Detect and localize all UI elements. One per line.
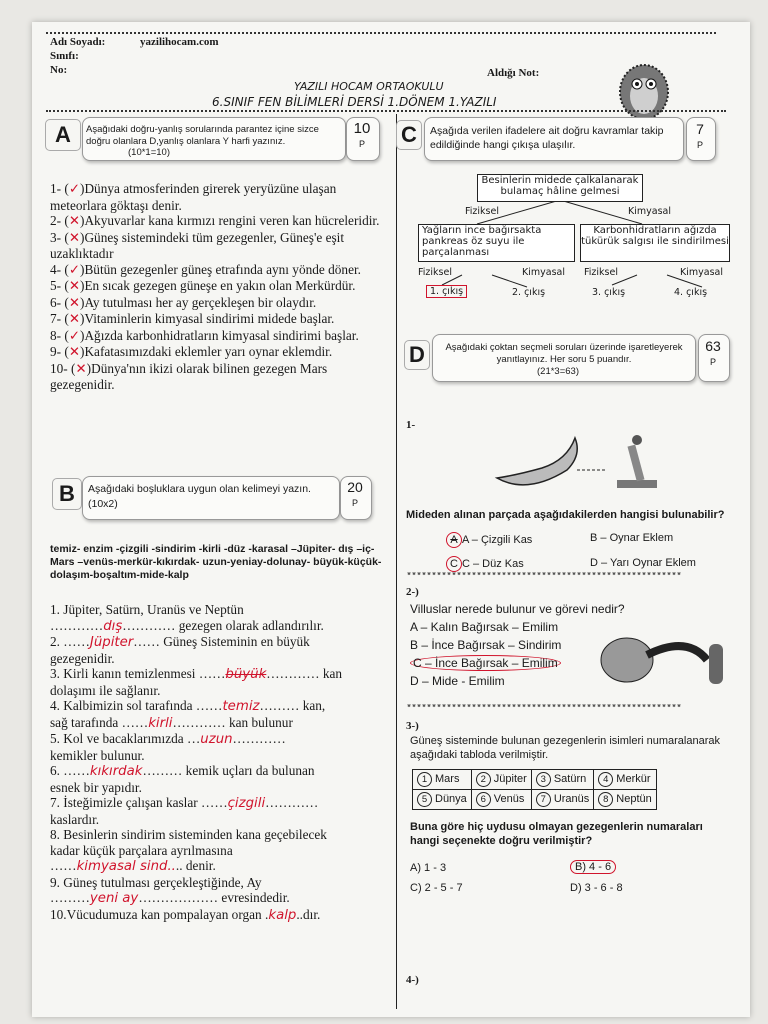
fb-q5-end: kemikler bulunur. — [50, 747, 145, 763]
school-name: YAZILI HOCAM ORTAOKULU — [294, 80, 444, 93]
section-b-instruction: Aşağıdaki boşluklara uygun olan kelimeyi yazın. — [88, 483, 311, 495]
flow-b3: Fiziksel — [584, 267, 618, 278]
tf-item-text: En sıcak gezegen güneşe en yakın olan Merkürdür. — [84, 278, 356, 293]
d-q2-option-d[interactable]: D – Mide - Emilim — [410, 674, 505, 688]
tf-item-text: Vitaminlerin kimyasal sindirimi midede başlar. — [84, 311, 335, 326]
section-d-instruction: Aşağıdaki çoktan seçmeli soruları üzerinde işaretleyerek yanıtlayınız. Her soru 5 puandır. — [445, 342, 683, 365]
tf-item: 1- (✓)Dünya atmosferinden girerek yeryüzüne ulaşan meteorlara göktaşı denir. — [50, 181, 337, 213]
fb-q5: 5. Kol ve bacaklarımızda …uzun………… — [50, 731, 286, 747]
d-q1-text: Mideden alınan parçada aşağıdakilerden hangisi bulunabilir? — [406, 509, 725, 521]
d-q3-option-a[interactable]: A) 1 - 3 — [410, 862, 447, 874]
d-q1-option-b[interactable]: B – Oynar Eklem — [590, 532, 674, 544]
tf-item-text: Akyuvarlar kana kırmızı rengini veren kan hücreleridir. — [84, 213, 380, 228]
section-d-p: P — [709, 357, 716, 367]
tf-item-number: 8- — [50, 327, 62, 343]
tf-item-number: 4- — [50, 261, 62, 277]
tf-item-text: Ağızda karbonhidratların kimyasal sindirimi başlar. — [84, 327, 359, 343]
section-c-points: 7 — [696, 121, 704, 137]
section-b-letter: B — [52, 478, 82, 510]
tf-item: 3- (✕)Güneş sistemindeki tüm gezegenler, Güneş'e eşit uzaklıktadır — [50, 229, 345, 261]
planet-7: 7 Uranüs — [531, 790, 593, 810]
tf-answer-mark[interactable]: ✕ — [68, 230, 80, 246]
tf-item: 8- (✓)Ağızda karbonhidratların kimyasal sindirimi başlar. — [50, 327, 359, 344]
tf-answer-mark[interactable]: ✓ — [68, 182, 80, 197]
tf-answer-mark[interactable]: ✕ — [75, 361, 87, 377]
fb-q2: 2. ……Jüpiter…… Güneş Sisteminin en büyük — [50, 634, 310, 650]
tf-answer-mark[interactable]: ✕ — [68, 312, 80, 327]
section-a-instruction: Aşağıdaki doğru-yanlış sorularında parantez içine sizce doğru olanlara D,yanlış olanlara Y harfi yazınız. — [86, 124, 319, 147]
d-q1-option-c[interactable]: C C – Düz Kas — [446, 556, 524, 572]
tf-item-text: Ay tutulması her ay gerçekleşen bir olaydır. — [84, 294, 317, 310]
d-q3-option-d[interactable]: D) 3 - 6 - 8 — [570, 882, 623, 894]
flow-out2: 2. çıkış — [512, 287, 546, 298]
tf-item: 2- (✕)Akyuvarlar kana kırmızı rengini veren kan hücreleridir. — [50, 213, 380, 229]
exam-sheet — [32, 22, 750, 1017]
flow-b2: Kimyasal — [522, 267, 565, 278]
d-q3-question: Buna göre hiç uydusu olmayan gezegenlerin numaraları hangi seçenekte doğru verilmiştir? — [410, 821, 703, 847]
section-c-instruction: Aşağıda verilen ifadelere ait doğru kavramlar takip edildiğinde hangi çıkışa ulaşılır. — [430, 125, 664, 151]
column-divider — [396, 114, 397, 1009]
grade-label: Aldığı Not: — [487, 67, 540, 79]
tf-answer-mark[interactable]: ✕ — [68, 214, 80, 229]
planet-6: 6 Venüs — [471, 790, 531, 810]
tf-answer-mark[interactable]: ✕ — [68, 295, 80, 311]
section-c-p: P — [696, 140, 703, 150]
tf-answer-mark[interactable]: ✕ — [68, 345, 80, 360]
d-q1-option-d[interactable]: D – Yarı Oynar Eklem — [590, 557, 696, 569]
d-q3-option-b[interactable]: B) 4 - 6 — [570, 860, 616, 874]
name-label: Adı Soyadı: — [50, 36, 106, 48]
flow-top-box: Besinlerin midede çalkalanarak bulamaç hâline gelmesi — [477, 174, 643, 202]
separator-1: ******************************************************* — [406, 572, 682, 583]
tf-item-text: Bütün gezegenler güneş etrafında aynı yönde döner. — [84, 261, 361, 277]
section-a-points: 10 — [353, 120, 371, 137]
d-q4-number: 4-) — [406, 974, 419, 986]
stomach-microscope-image — [487, 430, 667, 500]
fb-q1: 1. Jüpiter, Satürn, Uranüs ve Neptün — [50, 602, 244, 617]
no-label: No: — [50, 64, 68, 76]
fb-q6-end: esnek bir yapıdır. — [50, 779, 142, 795]
fb-q9-end: ………yeni ay……………… evresindedir. — [50, 890, 290, 906]
flow-b4: Kimyasal — [680, 267, 723, 278]
section-d-points: 63 — [705, 338, 721, 354]
flow-mid-right-box: Karbonhidratların ağızda tükürük salgısı ile sindirilmesi — [580, 224, 730, 262]
planet-3: 3 Satürn — [531, 770, 593, 790]
site-text: yazilihocam.com — [140, 36, 219, 48]
flow-right-branch: Kimyasal — [628, 206, 671, 217]
word-bank: temiz- enzim -çizgili -sindirim -kirli -düz -karasal –Jüpiter- dış –iç-Mars –venüs-merkür-kıkırdak- uzun-yeniay-dolunay- büyük-küçük-dolaşım-boşaltım-mide-kalp — [50, 543, 382, 581]
d-q2-option-b[interactable]: B – İnce Bağırsak – Sindirim — [410, 638, 562, 652]
tf-item-number: 3- — [50, 229, 62, 245]
section-d-calc: (21*3=63) — [537, 366, 579, 377]
tf-answer-mark[interactable]: ✓ — [68, 262, 80, 278]
section-d-letter: D — [404, 340, 430, 370]
tf-item-text: Dünya atmosferinden girerek yeryüzüne ulaşan meteorlara göktaşı denir. — [50, 181, 337, 213]
tf-item: 4- (✓)Bütün gezegenler güneş etrafında aynı yönde döner. — [50, 261, 361, 278]
tf-item: 5- (✕)En sıcak gezegen güneşe en yakın olan Merkürdür. — [50, 278, 356, 294]
d-q3-number: 3-) — [406, 720, 419, 732]
fill-blank-questions — [50, 602, 392, 923]
section-a-p: P — [358, 139, 365, 149]
tf-item-number: 6- — [50, 294, 62, 310]
tf-item-number: 5- — [50, 278, 62, 293]
separator-2: ******************************************************* — [406, 704, 682, 715]
d-q1-number: 1- — [406, 419, 416, 431]
tf-item-number: 1- — [50, 181, 62, 196]
section-b-points: 20 — [347, 479, 363, 495]
section-a-calc: (10*1=10) — [128, 147, 170, 158]
fb-q4-mid: sağ tarafında ……kirli………… kan bulunur — [50, 714, 293, 731]
flow-out1: 1. çıkış — [426, 285, 467, 298]
fb-q7: 7. İsteğimizle çalışan kaslar ……çizgili………… — [50, 795, 319, 811]
fb-q9: 9. Güneş tutulması gerçekleştiğinde, Ay — [50, 874, 262, 890]
fb-q4: 4. Kalbimizin sol tarafında ……temiz……… kan, — [50, 698, 326, 714]
d-q2-option-a[interactable]: A – Kalın Bağırsak – Emilim — [410, 620, 559, 634]
d-q2-option-c[interactable]: C – İnce Bağırsak – Emilim — [410, 654, 625, 672]
section-b-calc: (10x2) — [88, 498, 118, 510]
tf-item-number: 10- — [50, 360, 68, 376]
section-b-p: P — [351, 498, 358, 508]
tf-item-number: 9- — [50, 344, 62, 359]
fb-q8: 8. Besinlerin sindirim sisteminden kana geçebilecek — [50, 827, 327, 842]
intestine-villus-image — [597, 630, 732, 690]
flow-out4: 4. çıkış — [674, 287, 708, 298]
tf-item: 6- (✕)Ay tutulması her ay gerçekleşen bir olaydır. — [50, 294, 317, 311]
d-q2-text: Villuslar nerede bulunur ve görevi nedir? — [410, 602, 625, 616]
tf-item: 9- (✕)Kafatasımızdaki eklemler yarı oynar eklemdir. — [50, 344, 333, 360]
tf-item-text: Kafatasımızdaki eklemler yarı oynar eklemdir. — [84, 344, 333, 359]
fb-q2-end: gezegenidir. — [50, 650, 115, 666]
fb-q1-line: …………dış………… gezegen olarak adlandırılır. — [50, 617, 324, 634]
tf-item-number: 2- — [50, 213, 62, 228]
planet-4: 4 Merkür — [594, 770, 656, 790]
fb-q8-mid: kadar küçük parçalara ayrılmasına — [50, 842, 233, 858]
d-q2-block — [410, 600, 625, 690]
tf-answer-mark[interactable]: ✓ — [68, 328, 80, 344]
planet-1: 1 Mars — [413, 770, 472, 790]
fb-q3: 3. Kirli kanın temizlenmesi ……büyük………… kan — [50, 666, 343, 682]
flow-left-branch: Fiziksel — [465, 206, 499, 217]
planet-2: 2 Jüpiter — [471, 770, 531, 790]
true-false-list — [50, 181, 392, 393]
flow-b1: Fiziksel — [418, 267, 452, 278]
tf-item: 7- (✕)Vitaminlerin kimyasal sindirimi midede başlar. — [50, 311, 335, 327]
planet-5: 5 Dünya — [413, 790, 472, 810]
d-q1-option-a[interactable]: A A – Çizgili Kas — [446, 532, 532, 548]
flow-mid-left-box: Yağların ince bağırsakta pankreas öz suyu ile parçalanması — [418, 224, 575, 262]
section-c-letter: C — [396, 120, 422, 150]
fb-q3-end: dolaşımı ile sağlanır. — [50, 682, 161, 698]
d-q3-option-c[interactable]: C) 2 - 5 - 7 — [410, 882, 463, 894]
planet-table — [412, 769, 657, 810]
d-q2-number: 2-) — [406, 586, 419, 598]
class-label: Sınıfı: — [50, 50, 79, 62]
tf-answer-mark[interactable]: ✕ — [68, 279, 80, 294]
tf-item-text: Dünya'nın ikizi olarak bilinen gezegen Mars gezegenidir. — [50, 360, 328, 392]
fb-q6: 6. ……kıkırdak……… kemik uçları da bulunan — [50, 763, 315, 779]
planet-8: 8 Neptün — [594, 790, 656, 810]
flow-out3: 3. çıkış — [592, 287, 626, 298]
d-q3-text: Güneş sisteminde bulunan gezegenlerin isimleri numaralanarak aşağıdaki tabloda verilmiştir. — [410, 735, 721, 761]
fb-q10: 10.Vücudumuza kan pompalayan organ .kalp..dır. — [50, 906, 321, 923]
fb-q8-end: ……kimyasal sind.... denir. — [50, 858, 216, 874]
exam-title: 6.SINIF FEN BİLİMLERİ DERSİ 1.DÖNEM 1.YAZILI — [212, 95, 497, 109]
fb-q7-end: kaslardır. — [50, 811, 100, 827]
section-a-letter: A — [45, 119, 81, 151]
tf-item-text: Güneş sistemindeki tüm gezegenler, Güneş'e eşit uzaklıktadır — [50, 229, 345, 261]
tf-item-number: 7- — [50, 311, 62, 326]
tf-item: 10- (✕)Dünya'nın ikizi olarak bilinen gezegen Mars gezegenidir. — [50, 360, 328, 392]
